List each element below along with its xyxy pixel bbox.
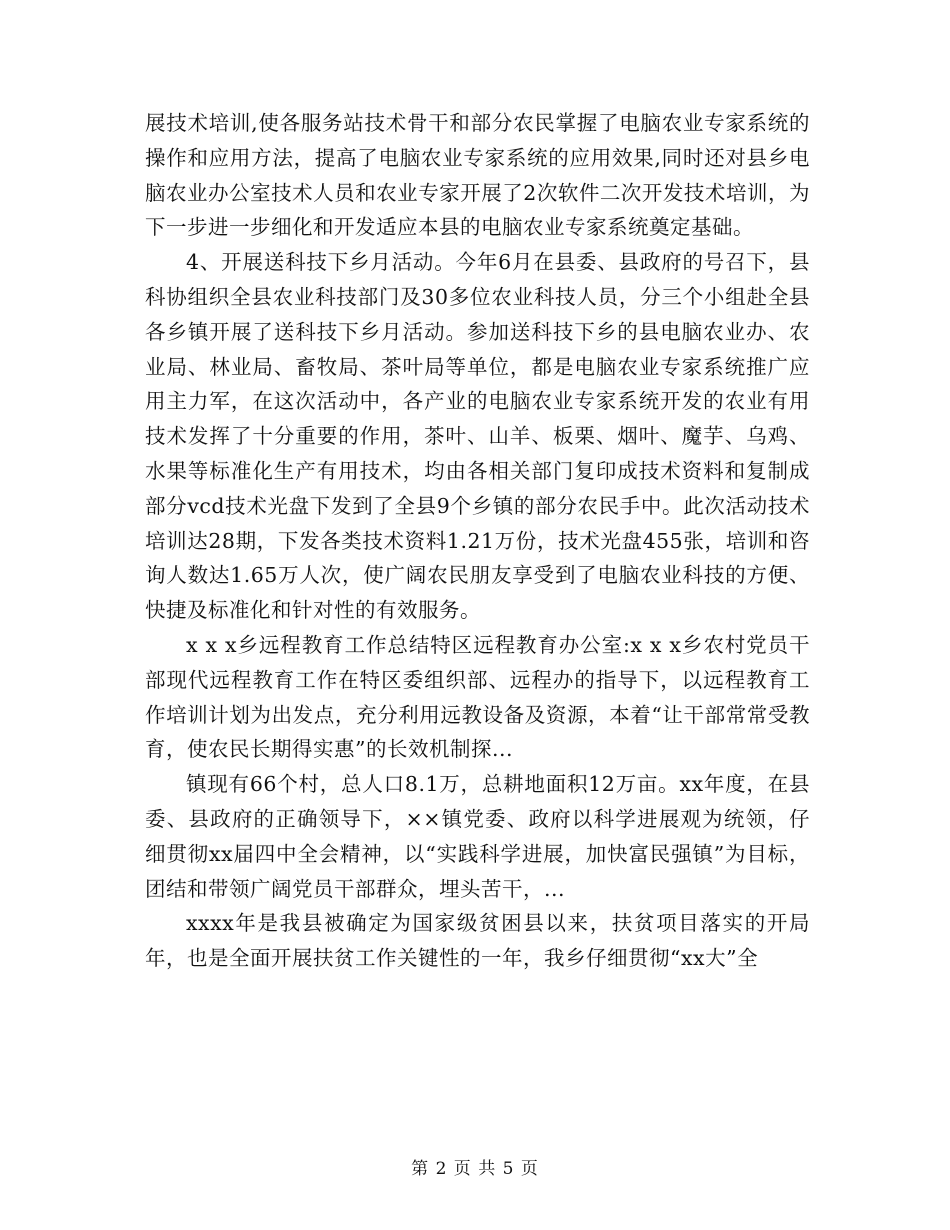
paragraph-training-continued: 展技术培训,使各服务站技术骨干和部分农民掌握了电脑农业专家系统的操作和应用方法，提高了电脑农业专家系统的应用效果,同时还对县乡电脑农业办公室技术人员和农业专家开展了2次软件二次开发技术培训，为下一步进一步细化和开发适应本县的电脑农业专家系统奠定基础。 — [145, 111, 810, 240]
page-number-label: 第 2 页 共 5 页 — [411, 1159, 539, 1179]
paragraph-remote-education: x x x乡远程教育工作总结特区远程教育办公室:x x x乡农村党员干部现代远程教育工作在特区委组织部、远程办的指导下，以远程教育工作培训计划为出发点，充分利用远教设备及资源，本着“让干部常常受教育，使农民长期得实惠”的长效机制探... — [145, 632, 810, 762]
paragraph-poverty-alleviation: xxxx年是我县被确定为国家级贫困县以来，扶贫项目落实的开局年，也是全面开展扶贫工作关键性的一年，我乡仔细贯彻“xx大”全 — [145, 911, 810, 971]
paragraph-town-overview: 镇现有66个村，总人口8.1万，总耕地面积12万亩。xx年度，在县委、县政府的正确领导下，××镇党委、政府以科学进展观为统领，仔细贯彻xx届四中全会精神，以“实践科学进展，加快富民强镇”为目标，团结和带领广阔党员干部群众，埋头苦干，... — [145, 772, 810, 901]
document-body — [145, 106, 810, 976]
page-number-footer — [0, 1154, 950, 1179]
paragraph-science-to-countryside: 4、开展送科技下乡月活动。今年6月在县委、县政府的号召下，县科协组织全县农业科技部门及30多位农业科技人员，分三个小组赴全县各乡镇开展了送科技下乡月活动。参加送科技下乡的县电脑农业办、农业局、林业局、畜牧局、茶叶局等单位，都是电脑农业专家系统推广应用主力军，在这次活动中，各产业的电脑农业专家系统开发的农业有用技术发挥了十分重要的作用，茶叶、山羊、板栗、烟叶、魔芋、乌鸡、水果等标准化生产有用技术，均由各相关部门复印成技术资料和复制成部分vcd技术光盘下发到了全县9个乡镇的部分农民手中。此次活动技术培训达28期，下发各类技术资料1.21万份，技术光盘455张，培训和咨询人数达1.65万人次，使广阔农民朋友享受到了电脑农业科技的方便、快捷及标准化和针对性的有效服务。 — [145, 250, 810, 623]
